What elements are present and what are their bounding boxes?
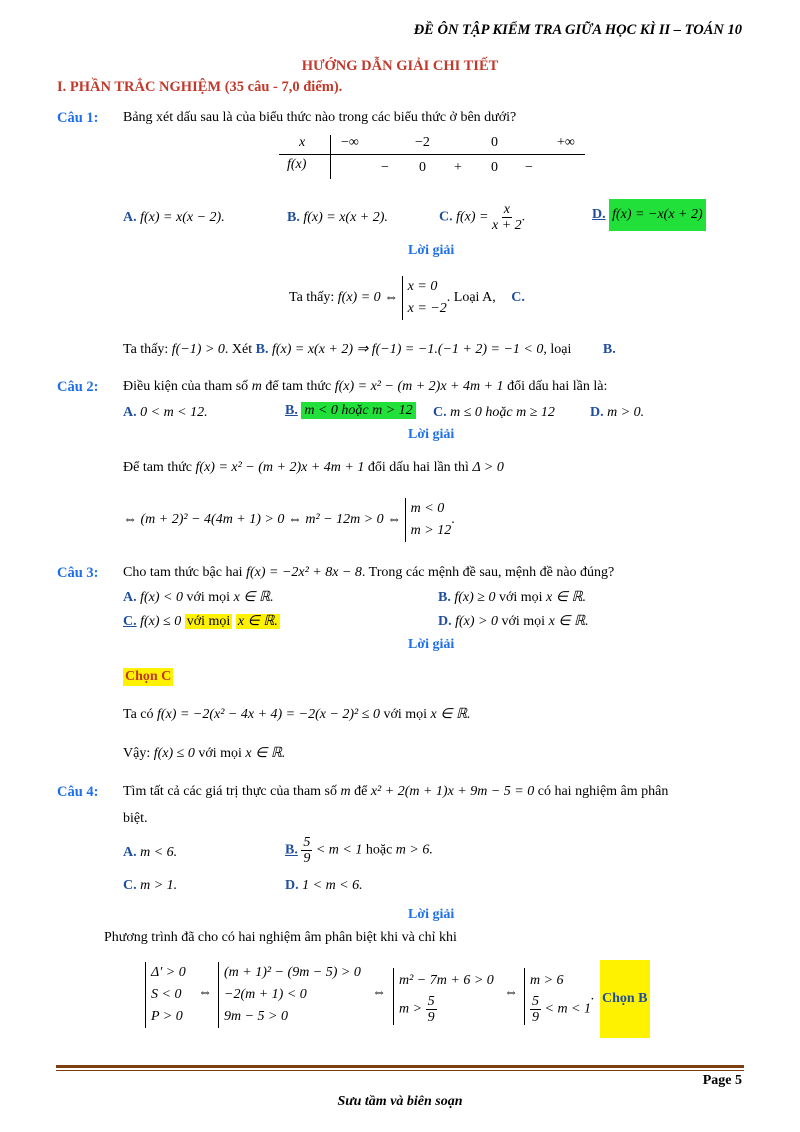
question-3-label: Câu 3: xyxy=(57,565,99,581)
q3-solution-title: Lời giải xyxy=(408,637,455,652)
equiv-symbol: ⇔ xyxy=(198,985,212,1000)
section-heading: I. PHẦN TRẮC NGHIỆM (35 câu - 7,0 điểm). xyxy=(57,79,343,95)
q2-option-a: A. 0 < m < 12. xyxy=(123,405,208,420)
sign-cell: − xyxy=(525,160,533,175)
q4-option-c: C. m > 1. xyxy=(123,878,178,893)
equiv-symbol: ⇔ xyxy=(372,985,386,1000)
q3-option-a: A. f(x) < 0 với mọi x ∈ ℝ. xyxy=(123,590,274,605)
q4-system-2: (m + 1)² − (9m − 5) > 0 −2(m + 1) < 0 9m − 5 > 0 xyxy=(218,962,361,1028)
q4-option-d: D. 1 < m < 6. xyxy=(285,878,363,893)
q4-chon-badge: Chọn B xyxy=(600,960,650,1038)
sign-cell: 0 xyxy=(491,160,498,175)
q3-chon-badge: Chọn C xyxy=(125,669,172,684)
q4-system-4: m > 6 $\frac{5}{9}$ < m < 1. xyxy=(524,968,595,1025)
footer-rule-thin xyxy=(56,1070,744,1071)
footer-credit: Sưu tầm và biên soạn xyxy=(337,1094,463,1109)
sign-table xyxy=(279,135,585,179)
question-4-label: Câu 4: xyxy=(57,784,99,800)
q4-option-b: B. $\frac{5}{9}$ < m < 1 hoặc m > 6. xyxy=(285,835,433,866)
footer-rule xyxy=(56,1065,744,1068)
q3-option-c: C. f(x) ≤ 0 với mọi x ∈ ℝ. xyxy=(123,614,278,629)
q3-solution-line-2: Vậy: f(x) ≤ 0 với mọi x ∈ ℝ. xyxy=(123,746,286,761)
q1-solution-line-1: Ta thấy: f(x) = 0 ⇔ x = 0 x = −2. Loại A, C. xyxy=(289,276,525,320)
q4-system-1: Δ′ > 0 S < 0 P > 0 xyxy=(145,962,186,1028)
page-number: Page 5 xyxy=(702,1073,742,1088)
question-1-text: Bảng xét dấu sau là của biểu thức nào trong các biểu thức ở bên dưới? xyxy=(123,110,517,125)
sign-cell: + xyxy=(454,160,462,175)
q1-option-b: B. f(x) = x(x + 2). xyxy=(287,210,388,225)
q3-option-b: B. f(x) ≥ 0 với mọi x ∈ ℝ. xyxy=(438,590,587,605)
q4-solution-title: Lời giải xyxy=(408,907,455,922)
sign-table-x: x xyxy=(299,135,306,150)
sign-table-zero: 0 xyxy=(491,135,498,150)
document-header: ĐỀ ÔN TẬP KIỂM TRA GIỮA HỌC KÌ II – TOÁN 10 xyxy=(413,22,742,38)
q3-solution-line-1: Ta có f(x) = −2(x² − 4x + 4) = −2(x − 2)² ≤ 0 với mọi x ∈ ℝ. xyxy=(123,707,471,722)
q4-system-3: m² − 7m + 6 > 0 m > $\frac{5}{9}$ xyxy=(393,968,494,1025)
q1-option-c: C. f(x) = $\frac{x}{x + 2}$ . xyxy=(439,202,526,233)
question-2-text: Điều kiện của tham số m để tam thức f(x) = x² − (m + 2)x + 4m + 1 đổi dấu hai lần là: xyxy=(123,379,608,394)
q2-solution-title: Lời giải xyxy=(408,427,455,442)
sign-table-neg-inf: −∞ xyxy=(341,135,359,150)
q1-solution-line-2: Ta thấy: f(−1) > 0. Xét B. f(x) = x(x + 2) ⇒ f(−1) = −1.(−1 + 2) = −1 < 0, loại B. xyxy=(123,342,616,357)
q3-option-d: D. f(x) > 0 với mọi x ∈ ℝ. xyxy=(438,614,589,629)
q1-solution-title: Lời giải xyxy=(408,243,455,258)
q2-solution-line-2: ⇔ (m + 2)² − 4(4m + 1) > 0 ⇔ m² − 12m > 0 ⇔ m < 0 m > 12. xyxy=(123,498,455,542)
sign-cell: − xyxy=(381,160,389,175)
q2-option-c: C. m ≤ 0 hoặc m ≥ 12 xyxy=(433,405,555,420)
question-2-label: Câu 2: xyxy=(57,379,99,395)
sign-table-fx: f(x) xyxy=(287,157,307,172)
q1-option-d: D. f(x) = −x(x + 2) xyxy=(592,199,706,231)
question-4-text: Tìm tất cả các giá trị thực của tham số m để x² + 2(m + 1)x + 9m − 5 = 0 có hai nghiệm âm phân xyxy=(123,784,669,799)
question-3-text: Cho tam thức bậc hai f(x) = −2x² + 8x − 8. Trong các mệnh đề sau, mệnh đề nào đúng? xyxy=(123,565,615,580)
q2-option-b: B. m < 0 hoặc m > 12 xyxy=(285,403,416,419)
equiv-symbol: ⇔ xyxy=(504,985,518,1000)
sign-table-neg2: −2 xyxy=(415,135,430,150)
sign-table-pos-inf: +∞ xyxy=(557,135,575,150)
q4-option-a: A. m < 6. xyxy=(123,845,178,860)
q2-solution-line-1: Để tam thức f(x) = x² − (m + 2)x + 4m + 1 đổi dấu hai lần thì Δ > 0 xyxy=(123,460,504,475)
q4-solution-intro: Phương trình đã cho có hai nghiệm âm phân biệt khi và chỉ khi xyxy=(104,930,457,945)
solution-title: HƯỚNG DẪN GIẢI CHI TIẾT xyxy=(301,58,499,74)
q2-option-d: D. m > 0. xyxy=(590,405,645,420)
sign-cell: 0 xyxy=(419,160,426,175)
question-4-text-line-2: biệt. xyxy=(123,811,148,826)
question-1-label: Câu 1: xyxy=(57,110,99,126)
q1-option-a: A. f(x) = x(x − 2). xyxy=(123,210,225,225)
